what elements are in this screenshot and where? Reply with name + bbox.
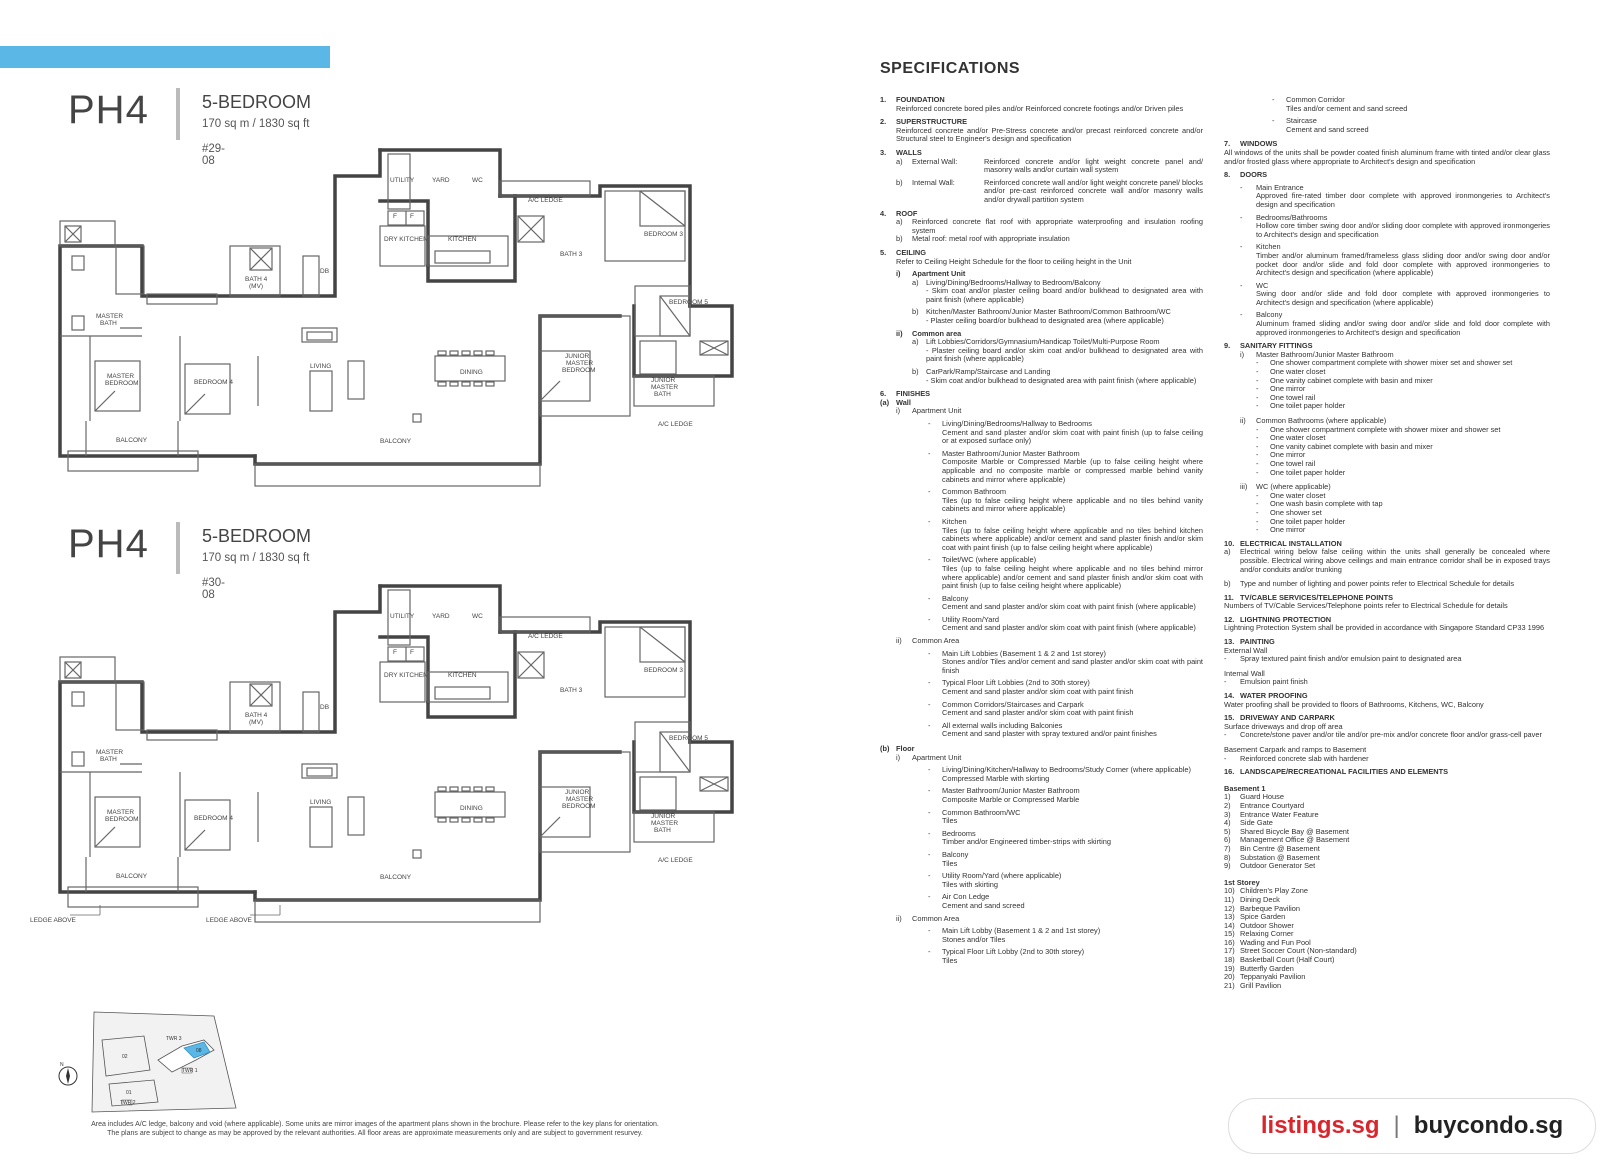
spec-list-item: - Common Corridor Tiles and/or cement and sand screed bbox=[1272, 95, 1408, 113]
label-utility: UTILITY bbox=[390, 613, 415, 620]
label-dining: DINING bbox=[460, 369, 483, 376]
spec-list-item: - One shower set bbox=[1256, 507, 1322, 517]
facility-item: 1) Guard House bbox=[1224, 792, 1284, 802]
spec-roof: 4. ROOF a) Reinforced concrete flat roof with appropriate waterproofing and insulation roofing system b) Metal roof: metal roof with appropriate insulation bbox=[880, 208, 1203, 244]
floor-plan-drawing bbox=[20, 582, 740, 932]
facility-item: 13) Spice Garden bbox=[1224, 912, 1286, 922]
spec-list-item: - Main Entrance Approved fire-rated timber door complete with approved ironmongeries to Architect's design and specification bbox=[1240, 182, 1550, 209]
label-balcony: BALCONY bbox=[116, 873, 148, 880]
unit-number: #29-08 bbox=[202, 143, 226, 167]
label-bath-3: BATH 3 bbox=[560, 251, 583, 258]
spec-list-item: - Typical Floor Lift Lobby (2nd to 30th storey) Tiles bbox=[928, 947, 1085, 965]
facility-item: 5) Shared Bicycle Bay @ Basement bbox=[1224, 826, 1349, 836]
spec-superstructure: 2. SUPERSTRUCTURE Reinforced concrete and/or Pre-Stress concrete and/or precast reinforced concrete and/or Structural steel to Engineer's design and specification bbox=[880, 117, 1203, 144]
spec-finishes: 6. FINISHES (a) Wall i) Apartment Unit - Living/Dining/Bedrooms/Hallway to Bedrooms Cement and sand plaster and/or skim coat with paint finish (up to false ceiling or at exposed surface only) - Master Bathroom/Junior Master Bathroom Composite Marble or Compressed Marble (up to false ceiling height where applicable and no composite marble or compressed marble behind vanity cabinets and mirror where applicable) - Common Bathroom Tiles (up to false ceiling height where applicable and no tiles behind vanity cabinets and mirror where applicable) - Kitchen Tiles (up to false ceiling height where applicable and no tiles behind kitchen cabinets where applicable) and/or cement and sand plaster finish and/or skim coat with paint finish (up to false ceiling height where applicable) - Toilet/WC (where applicable) Tiles (up to false ceiling height where applicable and no tiles behind mirror where applicable) and/or cement and sand plaster finish and/or skim coat with paint finish (up to false ceiling height where applicable) - Balcony Cement and sand plaster and/or skim coat with paint finish (where applicable) - Utility Room/Yard Cement and sand plaster and/or skim coat with paint finish (where applicable) ii) Common Area - Main Lift Lobbies (Basement 1 & 2 and 1st storey) Stones and/or Tiles and/or cement and sand plaster and/or skim coat with paint finish - Typical Floor Lift Lobbies (2nd to 30th storey) Cement and sand plaster and/or skim coat with paint finish - Common Corridors/Staircases and Carpark Cement and sand plaster and/or skim coat with paint finish - All external walls including Balconies Cement and sand plaster with spray textured and/or paint finishes (b) Floor i) Apartment Unit - Living/Dining/Kitchen/Hallway to Bedrooms/Study Corner (where applicable) Compressed Marble with skirting - Master Bathroom/Junior Master Bathroom Composite Marble or Compressed Marble - Common Bathroom/WC Tiles - Bedrooms Timber and/or Engineered timber-strips with skirting - Balcony Tiles - Utility Room/Yard (where applicable) Tiles with skirting - Air Con Ledge Cement and sand screed ii) Common Area - Main Lift Lobby (Basement 1 & 2 and 1st storey) Stones and/or Tiles - Typical Floor Lift Lobby (2nd to 30th storey) Tiles bbox=[880, 389, 1203, 965]
unit-area: 170 sq m / 1830 sq ft bbox=[202, 118, 310, 130]
label-master-bath: MASTER bbox=[96, 749, 124, 756]
spec-list-item: - Bedrooms Timber and/or Engineered timber-strips with skirting bbox=[928, 828, 1111, 847]
facility-item: 15) Relaxing Corner bbox=[1224, 929, 1294, 939]
unit-area: 170 sq m / 1830 sq ft bbox=[202, 552, 310, 564]
label-dry-kitchen: DRY KITCHEN bbox=[384, 672, 428, 679]
label-bedroom-3: BEDROOM 3 bbox=[644, 667, 684, 674]
spec-list-item: - Master Bathroom/Junior Master Bathroom Composite Marble or Compressed Marble bbox=[928, 786, 1080, 804]
spec-list-item: - Utility Room/Yard (where applicable) Tiles with skirting bbox=[928, 871, 1062, 889]
spec-list-item: - Utility Room/Yard Cement and sand plaster and/or skim coat with paint finish (where applicable) bbox=[928, 614, 1196, 633]
spec-list-item: - One water closet bbox=[1256, 367, 1326, 377]
facility-item: 3) Entrance Water Feature bbox=[1224, 809, 1319, 819]
header-divider bbox=[176, 522, 180, 574]
spec-electrical: 10. ELECTRICAL INSTALLATION a) Electrical wiring below false ceiling within the units shall generally be concealed where possible. Electrical wiring above ceilings and main entrance corridor shall be in exposed trays and/or conduits and/or trunking b) Type and number of lighting and power points refer to Electrical Schedule for details bbox=[1224, 538, 1550, 589]
label-db: DB bbox=[320, 268, 330, 275]
plan-room-labels bbox=[96, 177, 708, 445]
spec-column-1 bbox=[880, 96, 1203, 970]
facility-item: 21) Grill Pavilion bbox=[1224, 980, 1282, 990]
spec-list-item: - Common Bathroom Tiles (up to false ceiling height where applicable and no tiles behind vanity cabinets and mirror where applicable) bbox=[928, 487, 1203, 514]
label-junior-master-bath: MASTER bbox=[651, 384, 679, 391]
ledge-above-label: LEDGE ABOVE bbox=[30, 917, 76, 924]
label-living: LIVING bbox=[310, 363, 332, 370]
label-fridge: F bbox=[393, 213, 397, 220]
label-ac-ledge: A/C LEDGE bbox=[528, 633, 563, 640]
spec-list-item: - Air Con Ledge Cement and sand screed bbox=[928, 892, 1025, 910]
spec-list-item: - Kitchen Timber and/or aluminum framed/frameless glass sliding door and/or swing door and/or pocket door and/or slide and fold door complete with approved ironmongeries to Architect's design and specification (where applicable) bbox=[1240, 242, 1550, 278]
spec-list-item: - One toilet paper holder bbox=[1256, 467, 1346, 477]
label-junior-master-bath: MASTER bbox=[651, 820, 679, 827]
spec-painting: 13. PAINTING External Wall - Spray textured paint finish and/or emulsion paint to designated area Internal Wall - Emulsion paint finish bbox=[1224, 637, 1462, 687]
facility-item: 8) Substation @ Basement bbox=[1224, 852, 1320, 862]
spec-list-item: - One shower compartment complete with shower mixer and shower set bbox=[1256, 424, 1501, 434]
spec-doors: 8. DOORS - Main Entrance Approved fire-rated timber door complete with approved ironmongeries to Architect's design and specification - Bedrooms/Bathrooms Hollow core timber swing door and/or sliding door complete with approved ironmongeries to Architect's design and specification - Kitchen Timber and/or aluminum framed/frameless glass sliding door and/or swing door and/or pocket door and/or slide and fold door complete with approved ironmongeries to Architect's design and specification (where applicable) - WC Swing door and/or slide and fold door complete with approved ironmongeries to Architect's design and specification (where applicable) - Balcony Aluminum framed sliding and/or swing door and/or slide and fold door complete with approved ironmongeries to Architect's design and specification bbox=[1224, 170, 1550, 337]
spec-ceiling: 5. CEILING Refer to Ceiling Height Schedule for the floor to ceiling height in the Unit i) Apartment Unit a) Living/Dining/Bedrooms/Hallway to Bedroom/Balcony - Skim coat and/or plaster ceiling board and/or bulkhead to designated area with paint finish (where applicable) b) Kitchen/Master Bathroom/Junior Master Bathroom/Common Bathroom/WC - Plaster ceiling board/or bulkhead to designated area (where applicable) ii) Common area a) Lift Lobbies/Corridors/Gymnasium/Handicap Toilet/Multi-Purpose Room - Plaster ceiling board and/or skim coat and/or bulkhead to designated area with paint finish (where applicable) b) CarPark/Ramp/Staircase and Landing - Skim coat and/or bulkhead to designated area with paint finish (where applicable) bbox=[880, 247, 1203, 385]
keyplan-label: 01 bbox=[126, 1090, 132, 1096]
spec-list-item: - One shower compartment complete with shower mixer set and shower set bbox=[1256, 358, 1513, 368]
keyplan-label: 08 bbox=[196, 1048, 202, 1054]
facility-item: 14) Outdoor Shower bbox=[1224, 920, 1294, 930]
label-bath-4-mv: (MV) bbox=[249, 283, 264, 290]
spec-waterproofing: 14. WATER PROOFING Water proofing shall be provided to floors of Bathrooms, Kitchens, WC, Balcony bbox=[1224, 691, 1484, 709]
label-master-bath: BATH bbox=[100, 320, 117, 327]
spec-landscape: 16. LANDSCAPE/RECREATIONAL FACILITIES AND ELEMENTS Basement 1 1) Guard House 2) Entrance Courtyard 3) Entrance Water Feature 4) Side Gate 5) Shared Bicycle Bay @ Basement 6) Management Office @ Basement 7) Bin Centre @ Basement 8) Substation @ Basement 9) Outdoor Generator Set 1st Storey 10) Children's Play Zone 11) Dining Deck 12) Barbeque Pavilion 13) Spice Garden 14) Outdoor Shower 15) Relaxing Corner 16) Wading and Fun Pool 17) Street Soccer Court (Non-standard) 18) Basketball Court (Half Court) 19) Butterfly Garden 20) Teppanyaki Pavilion 21) Grill Pavilion bbox=[1224, 768, 1550, 990]
facility-item: 12) Barbeque Pavilion bbox=[1224, 903, 1300, 913]
unit-type: 5-BEDROOM bbox=[202, 92, 312, 112]
label-bedroom-5: BEDROOM 5 bbox=[669, 299, 709, 306]
north-compass-icon bbox=[59, 1062, 77, 1085]
site-key-plan bbox=[54, 1010, 244, 1120]
label-master-bedroom: MASTER bbox=[107, 373, 135, 380]
label-bedroom-4: BEDROOM 4 bbox=[194, 815, 234, 822]
watermark bbox=[1228, 1098, 1596, 1154]
spec-list-item: - One wash basin complete with tap bbox=[1256, 499, 1383, 509]
label-bedroom-4: BEDROOM 4 bbox=[194, 379, 234, 386]
label-kitchen: KITCHEN bbox=[448, 672, 477, 679]
spec-list-item: - Toilet/WC (where applicable) Tiles (up to false ceiling height where applicable and no tiles behind mirror where applicable) and/or cement and sand plaster finish and/or skim coat with paint finish (up to false ceiling height where applicable) bbox=[928, 555, 1203, 591]
facility-item: 20) Teppanyaki Pavilion bbox=[1224, 972, 1306, 982]
spec-list-item: - Staircase Cement and sand screed bbox=[1272, 116, 1369, 134]
unit-code: PH4 bbox=[68, 522, 149, 566]
spec-windows: 7. WINDOWS All windows of the units shall be powder coated finish aluminum frame with tinted and/or clear glass and/or frosted glass where appropriate to Architect's design and specification bbox=[1224, 139, 1550, 166]
label-ac-ledge: A/C LEDGE bbox=[658, 857, 693, 864]
unit-number: #30-08 bbox=[202, 577, 226, 601]
spec-list-item: - Master Bathroom/Junior Master Bathroom Composite Marble or Compressed Marble (up to false ceiling height where applicable and no composite marble or compressed marble behind vanity cabinets and mirror where applicable) bbox=[928, 448, 1203, 484]
ledge-leader-lines bbox=[20, 905, 320, 925]
label-fridge: F bbox=[393, 649, 397, 656]
watermark-buycondo: buycondo.sg bbox=[1413, 1112, 1564, 1139]
facility-item: 16) Wading and Fun Pool bbox=[1224, 937, 1311, 947]
label-wc: WC bbox=[472, 613, 483, 620]
label-utility: UTILITY bbox=[390, 177, 415, 184]
label-dry-kitchen: DRY KITCHEN bbox=[384, 236, 428, 243]
facility-item: 19) Butterfly Garden bbox=[1224, 963, 1294, 973]
label-yard: YARD bbox=[432, 177, 450, 184]
label-dining: DINING bbox=[460, 805, 483, 812]
spec-list-item: - One water closet bbox=[1256, 433, 1326, 443]
watermark-listings: listings.sg bbox=[1260, 1112, 1380, 1139]
label-junior-master-bath: BATH bbox=[654, 827, 671, 834]
spec-list-item: - Typical Floor Lift Lobbies (2nd to 30th storey) Cement and sand plaster and/or skim coat with paint finish bbox=[928, 678, 1134, 697]
svg-text:N: N bbox=[60, 1062, 64, 1068]
specifications-title: SPECIFICATIONS bbox=[880, 60, 1021, 77]
spec-list-item: - Common Corridors/Staircases and Carpark Cement and sand plaster and/or skim coat with paint finish bbox=[928, 699, 1134, 718]
label-bedroom-3: BEDROOM 3 bbox=[644, 231, 684, 238]
label-db: DB bbox=[320, 704, 330, 711]
spec-walls: 3. WALLS a) External Wall: Reinforced concrete and/or light weight concrete panel and/ masonry walls and/or curtain wall system b) Internal Wall: Reinforced concrete wall and/or light weight concrete panel/ blocks and/or pre-cast reinforced concrete wall and/or masonry walls and/or drywall partition system bbox=[880, 147, 1203, 204]
label-yard: YARD bbox=[432, 613, 450, 620]
unit-type: 5-BEDROOM bbox=[202, 526, 312, 546]
spec-foundation: 1. FOUNDATION Reinforced concrete bored piles and/or Reinforced concrete footings and/or Driven piles bbox=[880, 95, 1184, 113]
label-junior-master-bath: BATH bbox=[654, 391, 671, 398]
label-balcony: BALCONY bbox=[380, 438, 412, 445]
keyplan-label: TWR 2 bbox=[120, 1100, 136, 1106]
label-bedroom-5: BEDROOM 5 bbox=[669, 735, 709, 742]
label-wc: WC bbox=[472, 177, 483, 184]
spec-list-item: - One water closet bbox=[1256, 490, 1326, 500]
spec-list-item: - All external walls including Balconies Cement and sand plaster with spray textured and/or paint finishes bbox=[928, 720, 1157, 739]
spec-list-item: - Kitchen Tiles (up to false ceiling height where applicable and no tiles behind kitchen cabinets where applicable) and/or cement and sand plaster finish and/or skim coat with paint finish (up to false ceiling height where applicable) bbox=[928, 516, 1203, 552]
spec-list-item: - Balcony Cement and sand plaster and/or skim coat with paint finish (where applicable) bbox=[928, 593, 1196, 612]
label-junior-master-bath: JUNIOR bbox=[651, 813, 676, 820]
plan-room-labels bbox=[96, 613, 708, 881]
spec-driveway: 15. DRIVEWAY AND CARPARK Surface driveways and drop off area - Concrete/stone paver and/or tile and/or pre-mix and/or concrete floor and/or grass-cell paver Basement Carpark and ramps to Basement - Reinforced concrete slab with hardener bbox=[1224, 713, 1542, 763]
keyplan-label: 02 bbox=[122, 1054, 128, 1060]
spec-list-item: - Main Lift Lobbies (Basement 1 & 2 and 1st storey) Stones and/or Tiles and/or cement and sand plaster and/or skim coat with paint finish bbox=[928, 648, 1203, 675]
spec-list-item: - One mirror bbox=[1256, 384, 1306, 394]
unit-code: PH4 bbox=[68, 88, 149, 132]
label-master-bedroom: MASTER bbox=[107, 809, 135, 816]
spec-list-item: - One mirror bbox=[1256, 450, 1306, 460]
label-ac-ledge: A/C LEDGE bbox=[528, 197, 563, 204]
label-bath-3: BATH 3 bbox=[560, 687, 583, 694]
label-living: LIVING bbox=[310, 799, 332, 806]
floor-plan-drawing bbox=[20, 146, 740, 496]
keyplan-label: TWR 3 bbox=[166, 1036, 182, 1042]
spec-tv-cable: 11. TV/CABLE SERVICES/TELEPHONE POINTS Numbers of TV/Cable Services/Telephone points refer to Electrical Schedule for details bbox=[1224, 592, 1508, 611]
facility-item: 2) Entrance Courtyard bbox=[1224, 800, 1305, 810]
label-fridge: F bbox=[410, 649, 414, 656]
spec-list-item: - Common Bathroom/WC Tiles bbox=[928, 807, 1021, 826]
facility-item: 9) Outdoor Generator Set bbox=[1224, 861, 1316, 871]
spec-list-item: - One mirror bbox=[1256, 525, 1306, 535]
label-master-bath: BATH bbox=[100, 756, 117, 763]
label-fridge: F bbox=[410, 213, 414, 220]
keyplan-label: TWR 1 bbox=[182, 1068, 198, 1074]
spec-list-item: - One towel rail bbox=[1256, 392, 1316, 402]
spec-lightning: 12. LIGHTNING PROTECTION Lightning Protection System shall be provided in accordance with Singapore Standard CP33 1996 bbox=[1224, 614, 1545, 633]
label-junior-master-bedroom: JUNIOR bbox=[565, 353, 590, 360]
label-bath-4: BATH 4 bbox=[245, 712, 268, 719]
spec-sanitary: 9. SANITARY FITTINGS i) Master Bathroom/Junior Master Bathroom - One shower compartment complete with shower mixer set and shower set - One water closet - One vanity cabinet complete with basin and mixer - One mirror - One towel rail - One toilet paper holder ii) Common Bathrooms (where applicable) - One shower compartment complete with shower mixer and shower set - One water closet - One vanity cabinet complete with basin and mixer - One mirror - One towel rail - One toilet paper holder iii) WC (where applicable) - One water closet - One wash basin complete with tap - One shower set - One toilet paper holder - One mirror bbox=[1224, 342, 1550, 534]
facility-item: 17) Street Soccer Court (Non-standard) bbox=[1224, 946, 1357, 956]
spec-list-item: - Main Lift Lobby (Basement 1 & 2 and 1st storey) Stones and/or Tiles bbox=[928, 926, 1101, 944]
spec-list-item: - Balcony Tiles bbox=[928, 849, 969, 868]
label-bath-4-mv: (MV) bbox=[249, 719, 264, 726]
spec-list-item: - WC Swing door and/or slide and fold door complete with approved ironmongeries to Architect's design and specification (where applicable) bbox=[1240, 280, 1550, 307]
watermark-separator: | bbox=[1393, 1112, 1400, 1139]
label-junior-master-bath: JUNIOR bbox=[651, 377, 676, 384]
accent-bar bbox=[0, 46, 330, 68]
label-master-bath: MASTER bbox=[96, 313, 124, 320]
label-master-bedroom: BEDROOM bbox=[105, 380, 139, 387]
floor-plan-29-08 bbox=[20, 146, 740, 496]
facility-item: 18) Basketball Court (Half Court) bbox=[1224, 955, 1335, 965]
label-balcony: BALCONY bbox=[116, 437, 148, 444]
header-divider bbox=[176, 88, 180, 140]
facility-item: 6) Management Office @ Basement bbox=[1224, 835, 1350, 845]
label-bath-4: BATH 4 bbox=[245, 276, 268, 283]
spec-list-item: - One toilet paper holder bbox=[1256, 401, 1346, 411]
spec-list-item: - Living/Dining/Bedrooms/Hallway to Bedrooms Cement and sand plaster and/or skim coat with paint finish (up to false ceiling or at exposed surface only) bbox=[928, 419, 1203, 446]
spec-list-item: - Balcony Aluminum framed sliding and/or swing door and/or slide and fold door complete with approved ironmongeries to Architect's design and specification bbox=[1240, 310, 1550, 337]
facility-item: 4) Side Gate bbox=[1224, 818, 1273, 828]
label-junior-master-bedroom: MASTER bbox=[566, 360, 594, 367]
disclaimer: Area includes A/C ledge, balcony and void (where applicable). Some units are mirror images of the apartment plans shown in the brochure. Please refer to the key plans for orientation. The plans are subject to change as may be approved by the relevant authorities. All floor areas are approximate measurements only and are subject to government resurvey. bbox=[91, 1121, 659, 1137]
facility-item: 11) Dining Deck bbox=[1224, 894, 1280, 904]
floor-plan-30-08 bbox=[20, 582, 740, 932]
label-master-bedroom: BEDROOM bbox=[105, 816, 139, 823]
spec-column-2 bbox=[1224, 96, 1550, 995]
spec-list-item: - One vanity cabinet complete with basin and mixer bbox=[1256, 441, 1433, 451]
spec-list-item: - One vanity cabinet complete with basin and mixer bbox=[1256, 375, 1433, 385]
spec-list-item: - One toilet paper holder bbox=[1256, 516, 1346, 526]
label-ac-ledge: A/C LEDGE bbox=[658, 421, 693, 428]
label-balcony: BALCONY bbox=[380, 874, 412, 881]
label-junior-master-bedroom: BEDROOM bbox=[562, 803, 596, 810]
label-junior-master-bedroom: MASTER bbox=[566, 796, 594, 803]
ledge-above-label: LEDGE ABOVE bbox=[206, 917, 252, 924]
label-junior-master-bedroom: JUNIOR bbox=[565, 789, 590, 796]
label-kitchen: KITCHEN bbox=[448, 236, 477, 243]
spec-list-item: - Bedrooms/Bathrooms Hollow core timber swing door and/or sliding door complete with approved ironmongeries to Architect's design and specification bbox=[1240, 212, 1550, 239]
spec-list-item: - One towel rail bbox=[1256, 458, 1316, 468]
facility-item: 10) Children's Play Zone bbox=[1224, 887, 1308, 896]
facility-item: 7) Bin Centre @ Basement bbox=[1224, 843, 1320, 853]
spec-list-item: - Living/Dining/Kitchen/Hallway to Bedrooms/Study Corner (where applicable) Compressed Marble with skirting bbox=[928, 765, 1191, 783]
label-junior-master-bedroom: BEDROOM bbox=[562, 367, 596, 374]
